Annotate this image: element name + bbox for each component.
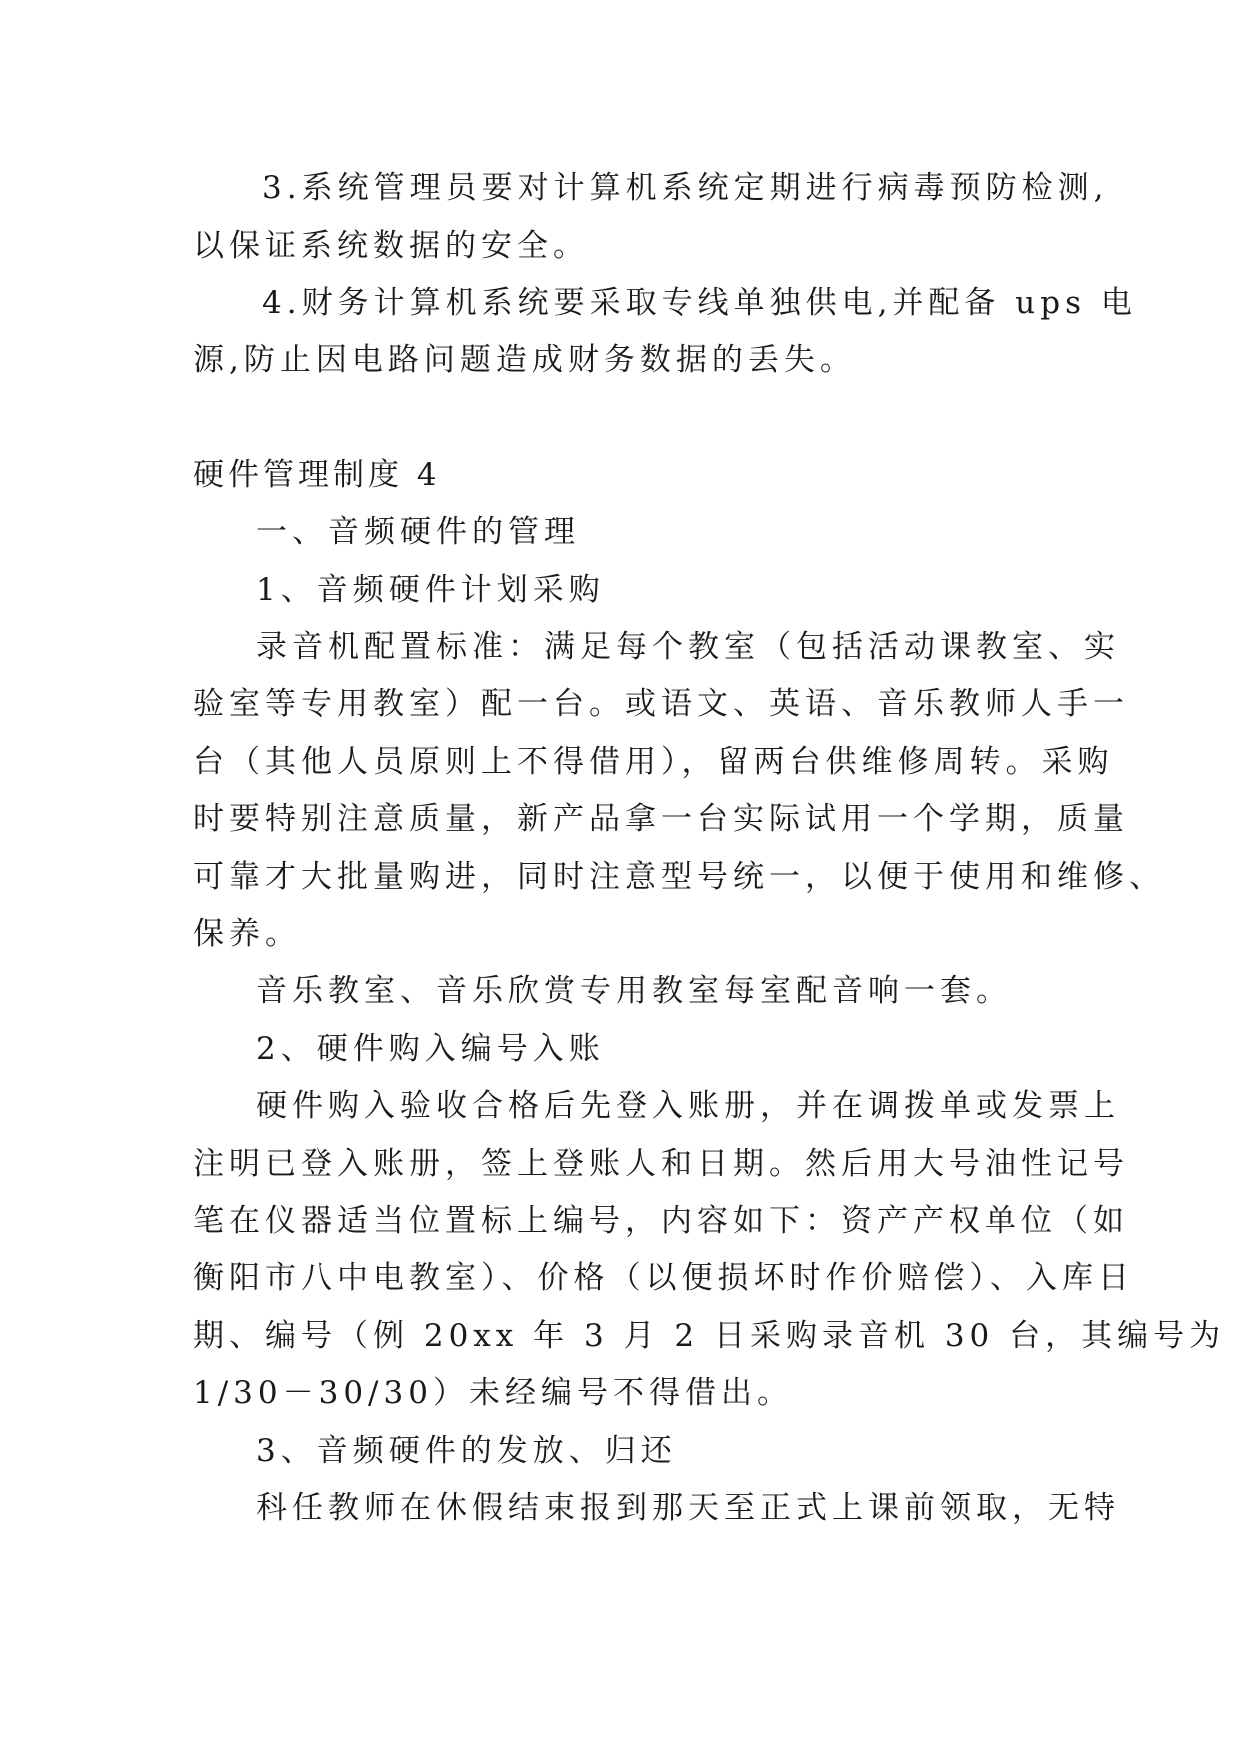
section-title: 硬件管理制度 4 xyxy=(193,457,441,493)
purchase-line-2: 注明已登入账册，签上登账人和日期。然后用大号油性记号 xyxy=(193,1146,1129,1182)
purchase-line-3: 笔在仪器适当位置标上编号，内容如下：资产产权单位（如 xyxy=(193,1203,1129,1239)
purchase-line-5: 期、编号（例 20xx 年 3 月 2 日采购录音机 30 台，其编号为 xyxy=(193,1318,1226,1354)
heading-audio-management: 一、音频硬件的管理 xyxy=(256,514,580,550)
paragraph-4-line-1: 4.财务计算机系统要采取专线单独供电,并配备 ups 电 xyxy=(262,285,1137,321)
standard-line-6: 保养。 xyxy=(193,916,301,952)
subheading-purchase-numbering: 2、硬件购入编号入账 xyxy=(256,1031,605,1067)
paragraph-4-line-2: 源,防止因电路问题造成财务数据的丢失。 xyxy=(193,342,856,378)
music-room-line: 音乐教室、音乐欣赏专用教室每室配音响一套。 xyxy=(256,973,1012,1009)
issue-line-1: 科任教师在休假结束报到那天至正式上课前领取，无特 xyxy=(256,1490,1120,1526)
standard-line-2: 验室等专用教室）配一台。或语文、英语、音乐教师人手一 xyxy=(193,686,1129,722)
standard-line-1: 录音机配置标准：满足每个教室（包括活动课教室、实 xyxy=(256,629,1120,665)
purchase-line-6: 1/30－30/30）未经编号不得借出。 xyxy=(193,1375,793,1411)
paragraph-3-line-1: 3.系统管理员要对计算机系统定期进行病毒预防检测, xyxy=(262,170,1109,206)
purchase-line-4: 衡阳市八中电教室）、价格（以便损坏时作价赔偿）、入库日 xyxy=(193,1260,1134,1296)
subheading-planned-purchase: 1、音频硬件计划采购 xyxy=(256,572,605,608)
standard-line-5: 可靠才大批量购进，同时注意型号统一，以便于使用和维修、 xyxy=(193,859,1165,895)
paragraph-3-line-2: 以保证系统数据的安全。 xyxy=(193,228,589,264)
standard-line-4: 时要特别注意质量，新产品拿一台实际试用一个学期，质量 xyxy=(193,801,1129,837)
purchase-line-1: 硬件购入验收合格后先登入账册，并在调拨单或发票上 xyxy=(256,1088,1120,1124)
standard-line-3: 台（其他人员原则上不得借用），留两台供维修周转。采购 xyxy=(193,744,1114,780)
subheading-issue-return: 3、音频硬件的发放、归还 xyxy=(256,1433,677,1469)
